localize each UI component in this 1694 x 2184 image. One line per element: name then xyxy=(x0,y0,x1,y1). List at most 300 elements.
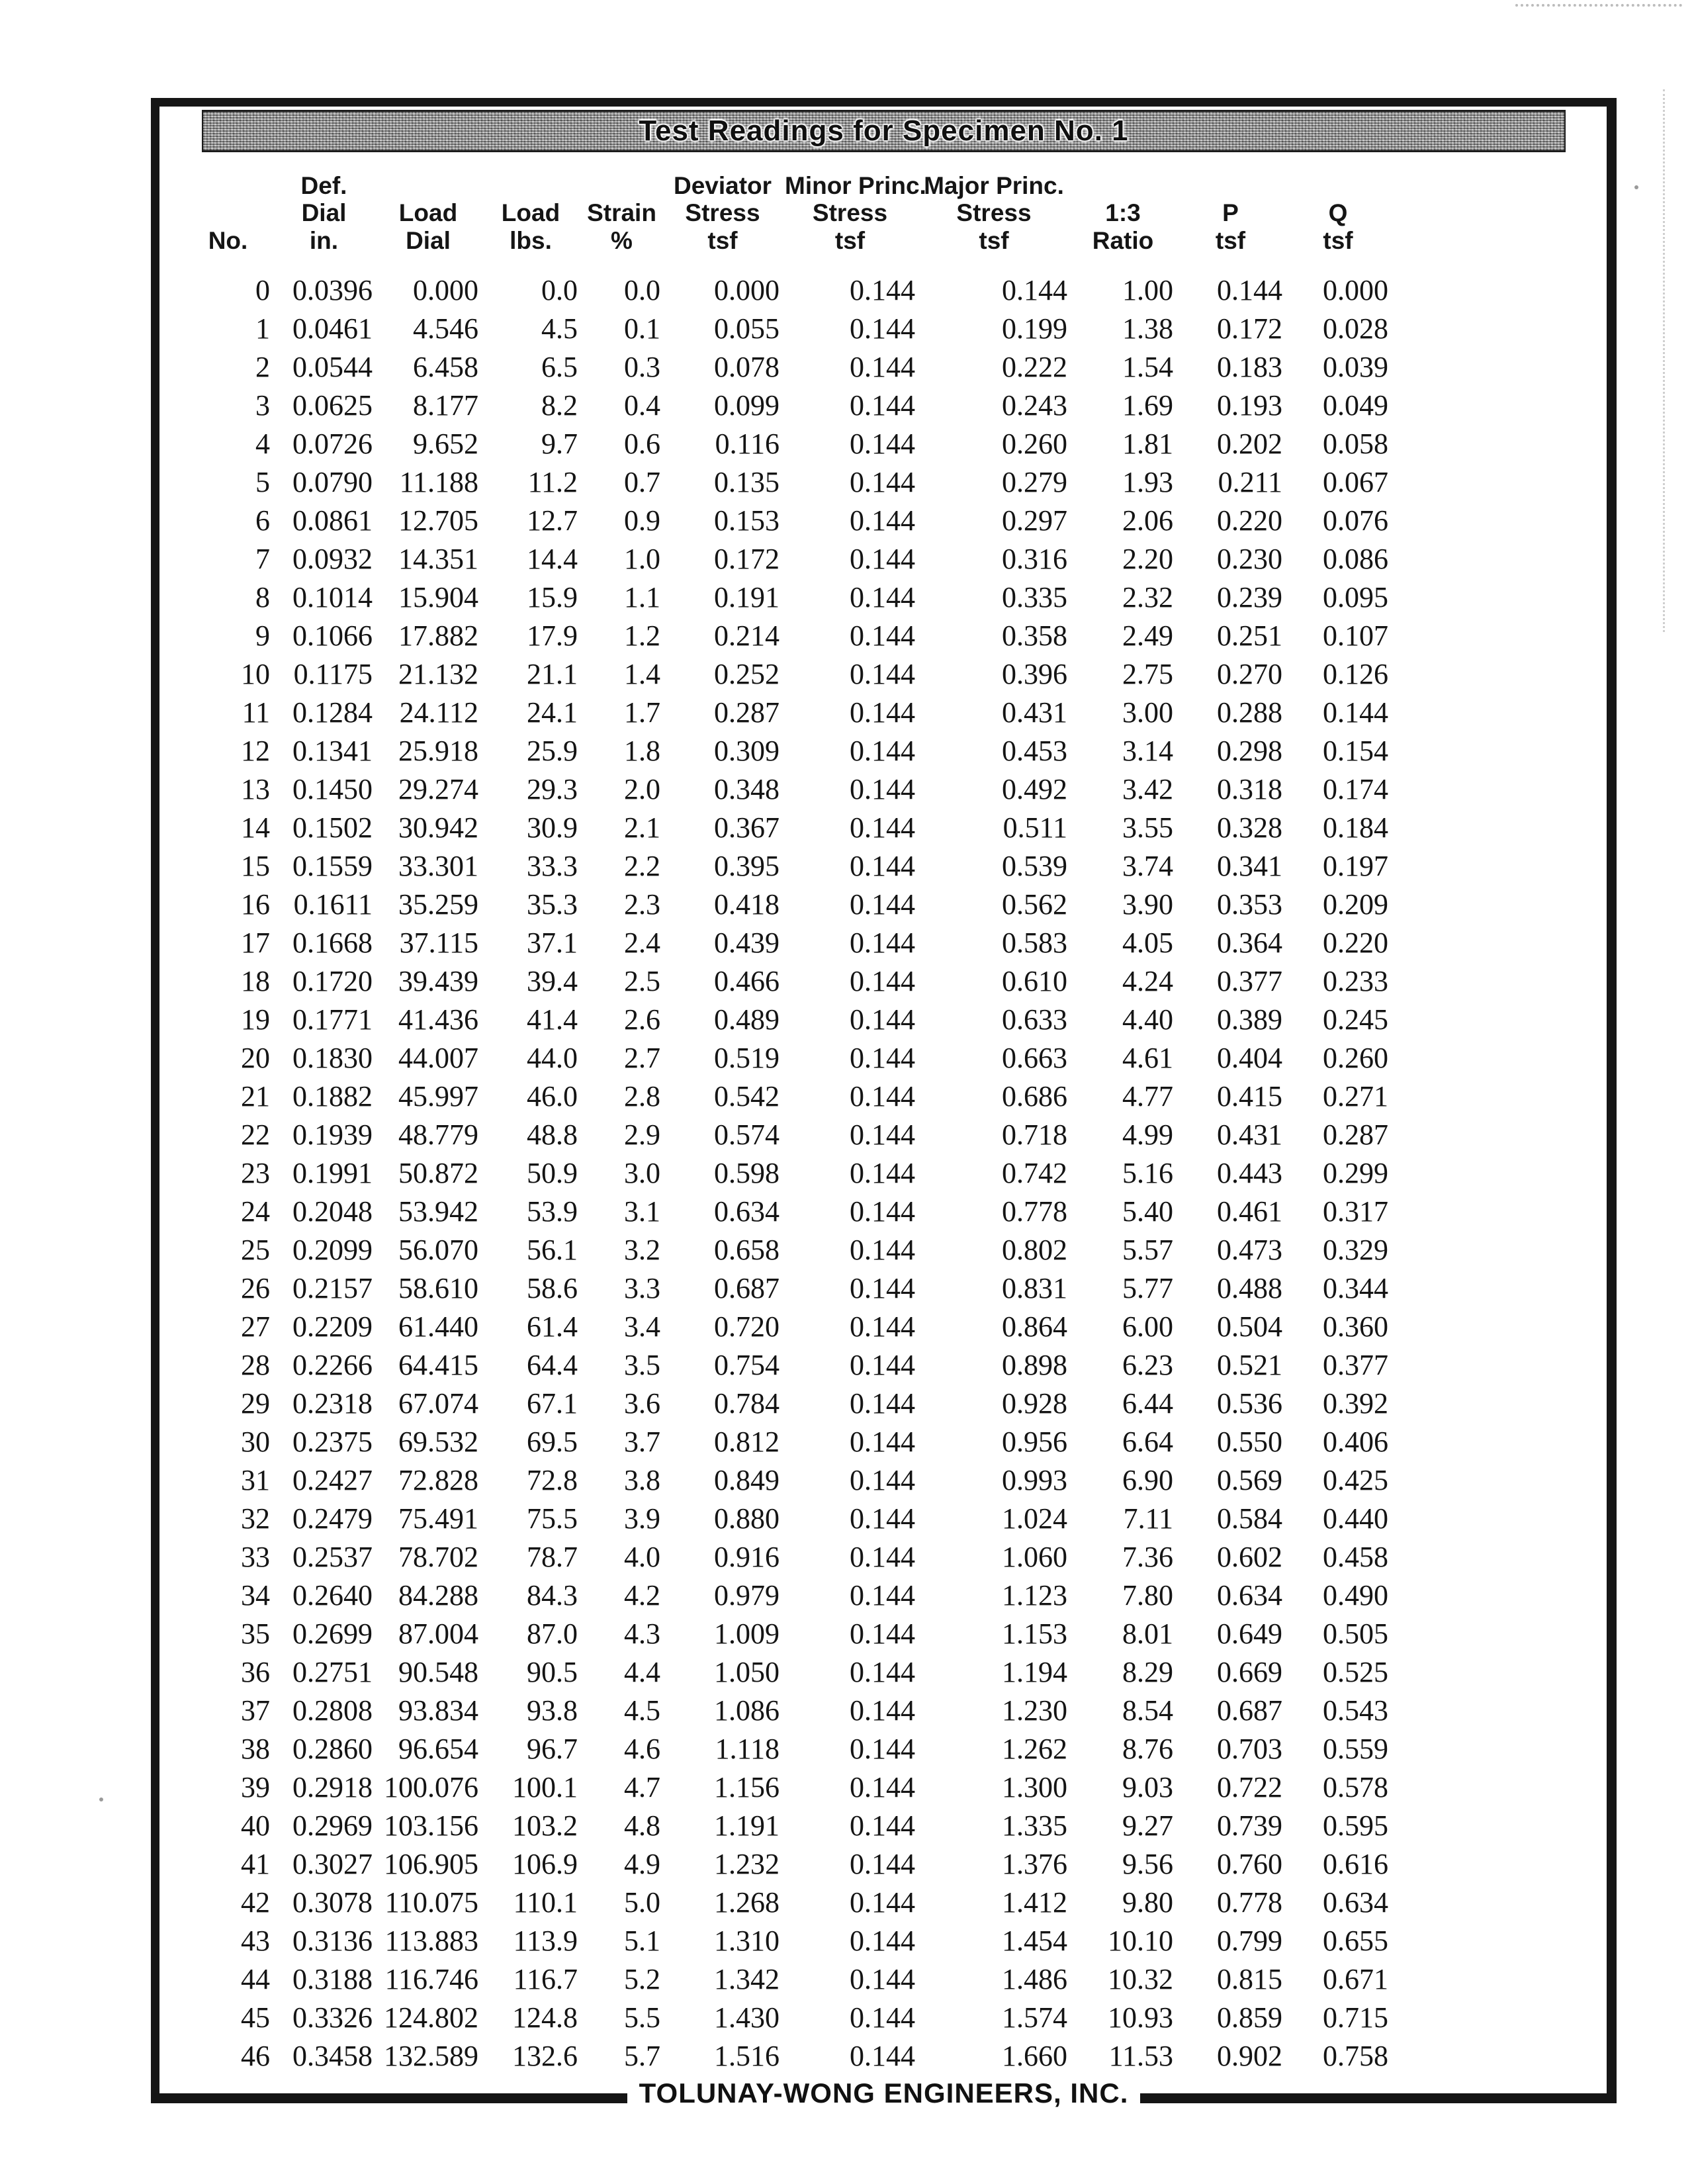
cell: 33.3 xyxy=(527,850,578,882)
cell: 0.377 xyxy=(1217,965,1282,997)
cell: 0.214 xyxy=(714,619,780,652)
cell: 132.6 xyxy=(512,2040,578,2072)
cell: 0.418 xyxy=(714,888,780,921)
cell: 0.536 xyxy=(1217,1387,1282,1420)
cell: 0.602 xyxy=(1217,1541,1282,1573)
cell: 0.859 xyxy=(1217,2001,1282,2034)
cell: 21.1 xyxy=(527,658,578,690)
cell: 0.251 xyxy=(1217,619,1282,652)
cell: 0.076 xyxy=(1323,504,1388,537)
cell: 0.3458 xyxy=(292,2040,373,2072)
column-header-6 xyxy=(666,159,785,271)
header-line: Def. xyxy=(300,171,347,199)
table-row xyxy=(186,655,1394,694)
cell: 0.0396 xyxy=(292,274,373,306)
header-line: tsf xyxy=(1215,226,1246,254)
cell: 0.144 xyxy=(850,1118,915,1151)
column-header-2 xyxy=(275,159,378,271)
cell: 0.220 xyxy=(1323,927,1388,959)
cell: 1.8 xyxy=(624,735,660,767)
cell: 0.245 xyxy=(1323,1003,1388,1036)
table-row xyxy=(186,924,1394,962)
cell: 0.298 xyxy=(1217,735,1282,767)
cell: 1.310 xyxy=(714,1925,780,1957)
cell: 0.0 xyxy=(541,274,578,306)
cell: 0.144 xyxy=(850,1733,915,1765)
header-row xyxy=(186,159,1394,271)
cell: 61.4 xyxy=(527,1310,578,1343)
table-row xyxy=(186,732,1394,770)
cell: 78.7 xyxy=(527,1541,578,1573)
cell: 0.144 xyxy=(850,1387,915,1420)
cell: 0.687 xyxy=(714,1272,780,1304)
cell: 3.55 xyxy=(1122,811,1173,844)
cell: 0.193 xyxy=(1217,389,1282,422)
cell: 0.2969 xyxy=(292,1809,373,1842)
cell: 14 xyxy=(241,811,270,844)
cell: 72.828 xyxy=(398,1464,478,1496)
cell: 6.5 xyxy=(541,351,578,383)
cell: 5.0 xyxy=(624,1886,660,1919)
cell: 0.297 xyxy=(1002,504,1067,537)
footer xyxy=(151,2077,1617,2113)
scan-speckle xyxy=(99,1797,103,1801)
table-row xyxy=(186,1423,1394,1461)
cell: 2.75 xyxy=(1122,658,1173,690)
cell: 0.144 xyxy=(850,466,915,498)
cell: 1.118 xyxy=(715,1733,780,1765)
cell: 10.93 xyxy=(1108,2001,1173,2034)
table-row xyxy=(186,1231,1394,1269)
cell: 4 xyxy=(255,428,270,460)
cell: 14.351 xyxy=(398,543,478,575)
table-row xyxy=(186,1193,1394,1231)
cell: 0.270 xyxy=(1217,658,1282,690)
cell: 9.03 xyxy=(1122,1771,1173,1803)
header-line: P xyxy=(1222,199,1239,227)
cell: 0.802 xyxy=(1002,1234,1067,1266)
test-readings-table xyxy=(186,159,1394,2075)
cell: 48.8 xyxy=(527,1118,578,1151)
cell: 1.00 xyxy=(1122,274,1173,306)
cell: 34 xyxy=(241,1579,270,1612)
cell: 103.156 xyxy=(384,1809,478,1842)
cell: 0.153 xyxy=(714,504,780,537)
table-row xyxy=(186,1807,1394,1845)
column-header-lines xyxy=(378,199,478,254)
cell: 17.882 xyxy=(398,619,478,652)
cell: 1.660 xyxy=(1002,2040,1067,2072)
column-header-8 xyxy=(920,159,1073,271)
cell: 5.5 xyxy=(624,2001,660,2034)
cell: 3.7 xyxy=(624,1426,660,1458)
table-row xyxy=(186,387,1394,425)
cell: 2.6 xyxy=(624,1003,660,1036)
cell: 18 xyxy=(241,965,270,997)
table-row xyxy=(186,1999,1394,2037)
cell: 0.431 xyxy=(1217,1118,1282,1151)
cell: 30 xyxy=(241,1426,270,1458)
column-header-10 xyxy=(1179,159,1288,271)
cell: 39.4 xyxy=(527,965,578,997)
cell: 0.184 xyxy=(1323,811,1388,844)
cell: 24 xyxy=(241,1195,270,1228)
cell: 50.872 xyxy=(398,1157,478,1189)
cell: 3.4 xyxy=(624,1310,660,1343)
cell: 0.760 xyxy=(1217,1848,1282,1880)
table-row xyxy=(186,1116,1394,1154)
cell: 4.05 xyxy=(1122,927,1173,959)
cell: 0.154 xyxy=(1323,735,1388,767)
column-header-1 xyxy=(186,159,275,271)
cell: 1.024 xyxy=(1002,1502,1067,1535)
cell: 0.979 xyxy=(714,1579,780,1612)
table-row xyxy=(186,1884,1394,1922)
cell: 0.658 xyxy=(714,1234,780,1266)
cell: 0.2099 xyxy=(292,1234,373,1266)
cell: 10 xyxy=(241,658,270,690)
cell: 0.144 xyxy=(850,1234,915,1266)
cell: 0.7 xyxy=(624,466,660,498)
cell: 0.928 xyxy=(1002,1387,1067,1420)
cell: 0.144 xyxy=(850,1080,915,1113)
cell: 0.686 xyxy=(1002,1080,1067,1113)
cell: 8.2 xyxy=(541,389,578,422)
cell: 0.144 xyxy=(850,504,915,537)
cell: 0.144 xyxy=(850,1886,915,1919)
cell: 4.99 xyxy=(1122,1118,1173,1151)
cell: 56.070 xyxy=(398,1234,478,1266)
cell: 1.086 xyxy=(714,1694,780,1727)
cell: 0.6 xyxy=(624,428,660,460)
cell: 0.144 xyxy=(850,2040,915,2072)
cell: 11.188 xyxy=(399,466,478,498)
cell: 0.4 xyxy=(624,389,660,422)
cell: 33 xyxy=(241,1541,270,1573)
cell: 50.9 xyxy=(527,1157,578,1189)
cell: 1.486 xyxy=(1002,1963,1067,1995)
cell: 32 xyxy=(241,1502,270,1535)
cell: 0.415 xyxy=(1217,1080,1282,1113)
cell: 0.1882 xyxy=(292,1080,373,1113)
cell: 0.144 xyxy=(850,1042,915,1074)
cell: 8.177 xyxy=(413,389,478,422)
cell: 0.916 xyxy=(714,1541,780,1573)
cell: 0.395 xyxy=(714,850,780,882)
cell: 0.2375 xyxy=(292,1426,373,1458)
cell: 110.1 xyxy=(513,1886,578,1919)
cell: 0.144 xyxy=(850,1464,915,1496)
cell: 0.144 xyxy=(1002,274,1067,306)
company-name: TOLUNAY-WONG ENGINEERS, INC. xyxy=(639,2077,1129,2109)
cell: 1.153 xyxy=(1002,1617,1067,1650)
cell: 0.2860 xyxy=(292,1733,373,1765)
table-row xyxy=(186,809,1394,847)
cell: 0.663 xyxy=(1002,1042,1067,1074)
cell: 75.5 xyxy=(527,1502,578,1535)
cell: 37 xyxy=(241,1694,270,1727)
cell: 2.5 xyxy=(624,965,660,997)
header-line: Stress xyxy=(685,199,760,227)
header-line: No. xyxy=(208,226,248,254)
cell: 11.2 xyxy=(527,466,578,498)
cell: 93.834 xyxy=(398,1694,478,1727)
cell: 12 xyxy=(241,735,270,767)
table-row xyxy=(186,1960,1394,1999)
cell: 9.27 xyxy=(1122,1809,1173,1842)
cell: 35.3 xyxy=(527,888,578,921)
cell: 7.80 xyxy=(1122,1579,1173,1612)
cell: 4.6 xyxy=(624,1733,660,1765)
cell: 3.3 xyxy=(624,1272,660,1304)
cell: 0.815 xyxy=(1217,1963,1282,1995)
cell: 0.458 xyxy=(1323,1541,1388,1573)
cell: 0.144 xyxy=(850,1617,915,1650)
cell: 4.4 xyxy=(624,1656,660,1688)
cell: 1.516 xyxy=(714,2040,780,2072)
header-line: Stress xyxy=(812,199,888,227)
cell: 0.466 xyxy=(714,965,780,997)
cell: 132.589 xyxy=(384,2040,478,2072)
cell: 25.918 xyxy=(398,735,478,767)
cell: 0.049 xyxy=(1323,389,1388,422)
cell: 1.123 xyxy=(1002,1579,1067,1612)
cell: 1.191 xyxy=(714,1809,780,1842)
cell: 0.425 xyxy=(1323,1464,1388,1496)
cell: 0.144 xyxy=(850,658,915,690)
cell: 5.7 xyxy=(624,2040,660,2072)
cell: 0.431 xyxy=(1002,696,1067,729)
cell: 0.252 xyxy=(714,658,780,690)
table-row xyxy=(186,578,1394,617)
table-row xyxy=(186,1538,1394,1576)
cell: 22 xyxy=(241,1118,270,1151)
cell: 5.40 xyxy=(1122,1195,1173,1228)
cell: 29.274 xyxy=(398,773,478,805)
cell: 46.0 xyxy=(527,1080,578,1113)
table-row xyxy=(186,425,1394,463)
column-header-9 xyxy=(1073,159,1179,271)
cell: 0.634 xyxy=(1323,1886,1388,1919)
cell: 0.144 xyxy=(850,888,915,921)
cell: 3.00 xyxy=(1122,696,1173,729)
cell: 1.156 xyxy=(714,1771,780,1803)
cell: 0.754 xyxy=(714,1349,780,1381)
cell: 0.078 xyxy=(714,351,780,383)
cell: 0.144 xyxy=(850,1694,915,1727)
cell: 35 xyxy=(241,1617,270,1650)
cell: 2.06 xyxy=(1122,504,1173,537)
column-header-5 xyxy=(583,159,666,271)
cell: 9 xyxy=(255,619,270,652)
cell: 0.0932 xyxy=(292,543,373,575)
cell: 0.898 xyxy=(1002,1349,1067,1381)
scan-artifact-line xyxy=(1663,89,1665,632)
table-row xyxy=(186,463,1394,502)
table-row xyxy=(186,770,1394,809)
cell: 0.144 xyxy=(850,773,915,805)
cell: 0.144 xyxy=(850,1310,915,1343)
cell: 0.0625 xyxy=(292,389,373,422)
cell: 0.404 xyxy=(1217,1042,1282,1074)
cell: 93.8 xyxy=(527,1694,578,1727)
cell: 0.364 xyxy=(1217,927,1282,959)
cell: 15 xyxy=(241,850,270,882)
cell: 2.49 xyxy=(1122,619,1173,652)
cell: 0.144 xyxy=(850,581,915,614)
cell: 37.115 xyxy=(399,927,478,959)
cell: 0.367 xyxy=(714,811,780,844)
cell: 0.1668 xyxy=(292,927,373,959)
cell: 0.2048 xyxy=(292,1195,373,1228)
cell: 0.0544 xyxy=(292,351,373,383)
cell: 2.32 xyxy=(1122,581,1173,614)
title-bar xyxy=(202,110,1566,152)
cell: 0.2808 xyxy=(292,1694,373,1727)
cell: 0.067 xyxy=(1323,466,1388,498)
cell: 29.3 xyxy=(527,773,578,805)
table-row xyxy=(186,2037,1394,2075)
cell: 84.3 xyxy=(527,1579,578,1612)
cell: 4.3 xyxy=(624,1617,660,1650)
cell: 0.028 xyxy=(1323,312,1388,345)
cell: 45.997 xyxy=(398,1080,478,1113)
cell: 106.905 xyxy=(384,1848,478,1880)
cell: 0.569 xyxy=(1217,1464,1282,1496)
cell: 0.144 xyxy=(850,1809,915,1842)
cell: 0.440 xyxy=(1323,1502,1388,1535)
cell: 0.799 xyxy=(1217,1925,1282,1957)
cell: 39 xyxy=(241,1771,270,1803)
cell: 69.532 xyxy=(398,1426,478,1458)
column-header-11 xyxy=(1288,159,1394,271)
cell: 0.492 xyxy=(1002,773,1067,805)
cell: 1.430 xyxy=(714,2001,780,2034)
cell: 0.144 xyxy=(850,428,915,460)
cell: 0.144 xyxy=(850,1656,915,1688)
cell: 1.4 xyxy=(624,658,660,690)
cell: 0.649 xyxy=(1217,1617,1282,1650)
cell: 42 xyxy=(241,1886,270,1919)
cell: 0.239 xyxy=(1217,581,1282,614)
cell: 0.287 xyxy=(714,696,780,729)
cell: 44.0 xyxy=(527,1042,578,1074)
cell: 0.095 xyxy=(1323,581,1388,614)
header-line: Dial xyxy=(406,226,451,254)
cell: 0.9 xyxy=(624,504,660,537)
cell: 110.075 xyxy=(384,1886,478,1919)
cell: 0.849 xyxy=(714,1464,780,1496)
cell: 21.132 xyxy=(398,658,478,690)
cell: 0.144 xyxy=(850,1349,915,1381)
cell: 40 xyxy=(241,1809,270,1842)
cell: 1.454 xyxy=(1002,1925,1067,1957)
table-row xyxy=(186,1653,1394,1692)
cell: 4.9 xyxy=(624,1848,660,1880)
cell: 0.1830 xyxy=(292,1042,373,1074)
cell: 30.942 xyxy=(398,811,478,844)
cell: 8 xyxy=(255,581,270,614)
cell: 0.174 xyxy=(1323,773,1388,805)
cell: 0.406 xyxy=(1323,1426,1388,1458)
cell: 1.54 xyxy=(1122,351,1173,383)
cell: 0.742 xyxy=(1002,1157,1067,1189)
table-row xyxy=(186,886,1394,924)
cell: 87.004 xyxy=(398,1617,478,1650)
cell: 6 xyxy=(255,504,270,537)
cell: 38 xyxy=(241,1733,270,1765)
cell: 0.758 xyxy=(1323,2040,1388,2072)
cell: 0.144 xyxy=(850,965,915,997)
cell: 16 xyxy=(241,888,270,921)
cell: 0.2318 xyxy=(292,1387,373,1420)
header-line: Ratio xyxy=(1092,226,1154,254)
cell: 23 xyxy=(241,1157,270,1189)
cell: 0.2157 xyxy=(292,1272,373,1304)
cell: 0.172 xyxy=(1217,312,1282,345)
cell: 0.505 xyxy=(1323,1617,1388,1650)
header-line: tsf xyxy=(1323,226,1353,254)
cell: 0.172 xyxy=(714,543,780,575)
cell: 0.099 xyxy=(714,389,780,422)
cell: 0.360 xyxy=(1323,1310,1388,1343)
cell: 2.2 xyxy=(624,850,660,882)
cell: 5.16 xyxy=(1122,1157,1173,1189)
table-row xyxy=(186,1576,1394,1615)
cell: 0.3136 xyxy=(292,1925,373,1957)
header-line: Minor Princ. xyxy=(785,171,926,199)
cell: 1.009 xyxy=(714,1617,780,1650)
cell: 25 xyxy=(241,1234,270,1266)
cell: 12.7 xyxy=(527,504,578,537)
column-header-lines xyxy=(583,199,660,254)
footer-rule-left xyxy=(151,2093,627,2103)
cell: 0.864 xyxy=(1002,1310,1067,1343)
cell: 0.144 xyxy=(850,1195,915,1228)
cell: 0.183 xyxy=(1217,351,1282,383)
cell: 0.144 xyxy=(850,1502,915,1535)
table-row xyxy=(186,310,1394,348)
table-row xyxy=(186,1461,1394,1500)
cell: 3.5 xyxy=(624,1349,660,1381)
cell: 1.262 xyxy=(1002,1733,1067,1765)
cell: 0.539 xyxy=(1002,850,1067,882)
cell: 113.883 xyxy=(384,1925,478,1957)
cell: 0.144 xyxy=(850,1426,915,1458)
cell: 8.54 xyxy=(1122,1694,1173,1727)
header-line: 1:3 xyxy=(1105,199,1141,227)
cell: 0.1066 xyxy=(292,619,373,652)
cell: 7.11 xyxy=(1123,1502,1173,1535)
cell: 4.24 xyxy=(1122,965,1173,997)
cell: 0.260 xyxy=(1323,1042,1388,1074)
cell: 0.144 xyxy=(850,389,915,422)
cell: 124.802 xyxy=(384,2001,478,2034)
cell: 15.904 xyxy=(398,581,478,614)
header-line: Major Princ. xyxy=(924,171,1064,199)
cell: 0.0790 xyxy=(292,466,373,498)
cell: 20 xyxy=(241,1042,270,1074)
cell: 4.40 xyxy=(1122,1003,1173,1036)
cell: 0.144 xyxy=(850,351,915,383)
cell: 0.230 xyxy=(1217,543,1282,575)
cell: 0.1720 xyxy=(292,965,373,997)
cell: 0.344 xyxy=(1323,1272,1388,1304)
cell: 0.144 xyxy=(850,811,915,844)
cell: 6.44 xyxy=(1122,1387,1173,1420)
cell: 0.144 xyxy=(1217,274,1282,306)
cell: 0.525 xyxy=(1323,1656,1388,1688)
